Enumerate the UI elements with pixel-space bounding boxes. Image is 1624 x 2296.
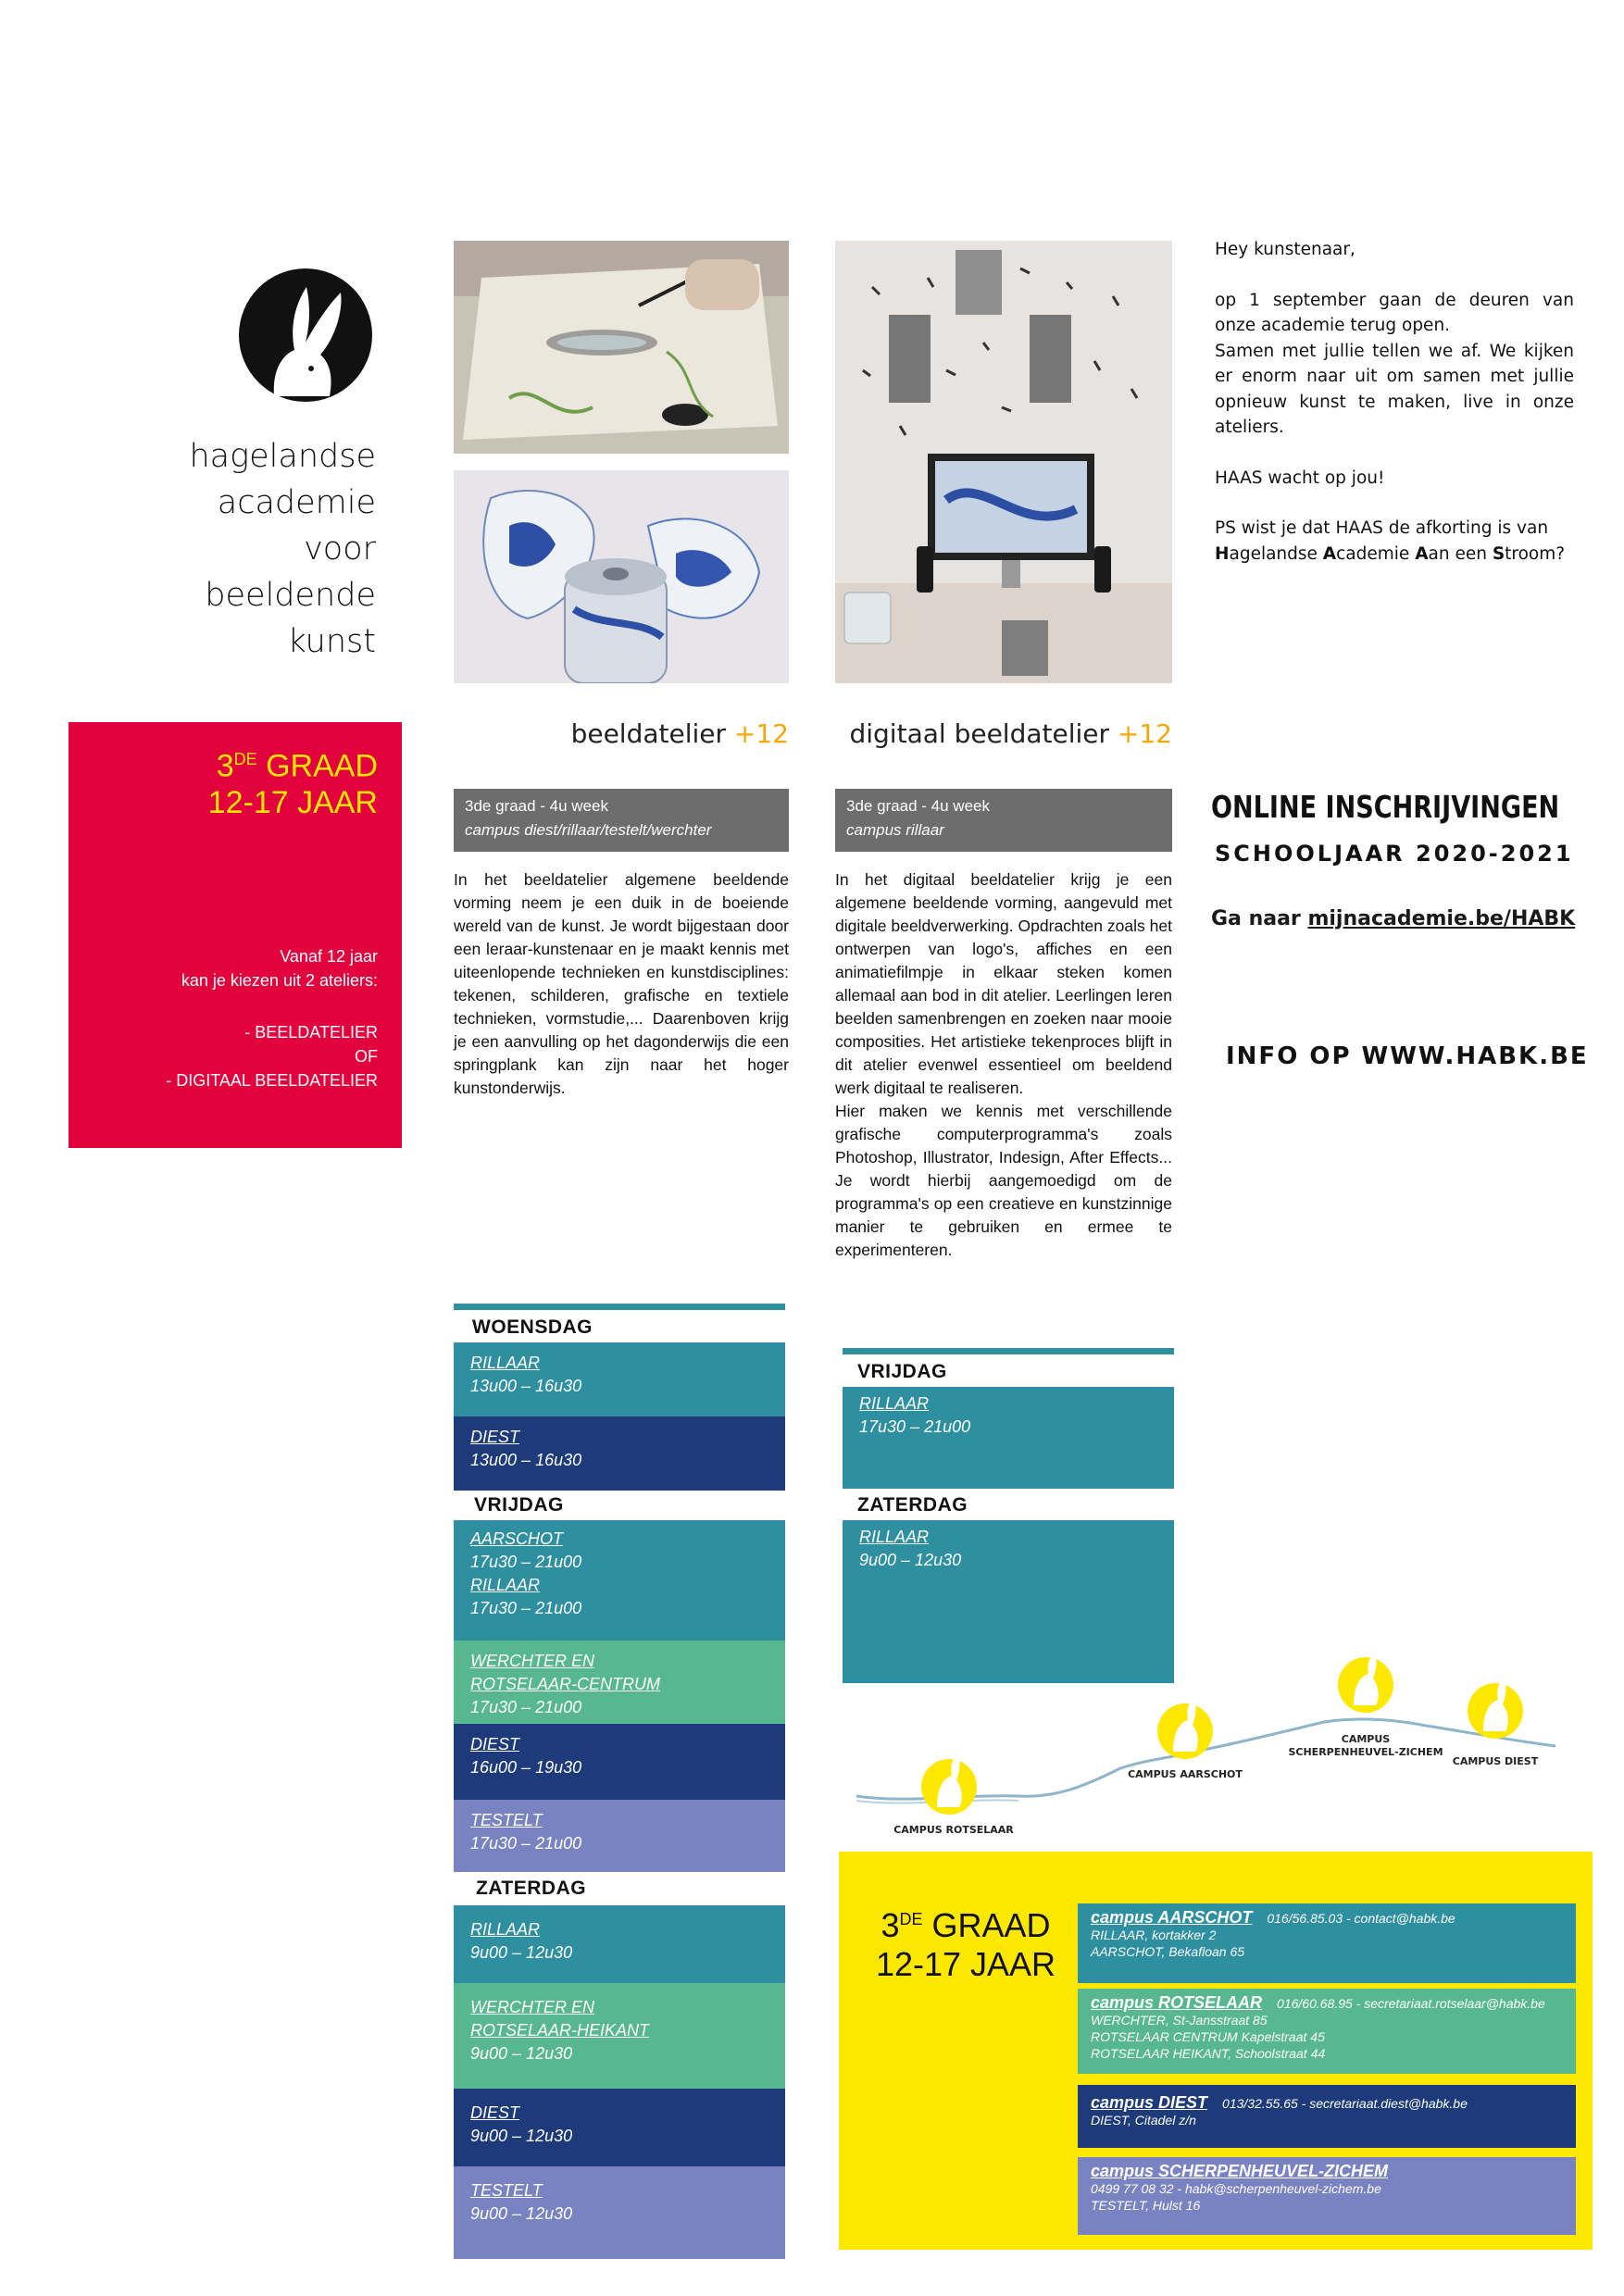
campus-scherpenheuvel-card [1078, 2157, 1576, 2235]
campus-name[interactable]: campus AARSCHOT [1091, 1908, 1253, 1927]
intro-line: Vanaf 12 jaar [280, 947, 378, 966]
campus-address: DIEST, Citadel z/n [1091, 2113, 1196, 2128]
campus-contact: 016/56.85.03 - contact@habk.be [1267, 1911, 1455, 1926]
slot-time: 9u00 – 12u30 [859, 1551, 962, 1569]
grade-options [166, 1020, 378, 1092]
campus-contact: 016/60.68.95 - secretariaat.rotselaar@habk.be [1277, 1996, 1545, 2011]
slot-location: ROTSELAAR-CENTRUM [470, 1675, 661, 1693]
habk-logo [237, 267, 374, 404]
course2-paragraph: In het digitaal beeldatelier krijg je een algemene beeldende vorming, aangevuld met digitale beeldverwerking. Opdrachten zoals het ontwerpen van logo's, affiches en een animatiefilmpje in elkaar steken komen allemaal aan bod in dit atelier. Leerlingen leren beelden samenbrengen en zoeken naar mooie composities. Het artistieke tekenproces blijft in dit atelier evenwel essentieel om beeldend werk digitaal te realiseren. [835, 870, 1172, 1097]
letter-greeting: Hey kunstenaar, [1215, 240, 1355, 259]
rabbit-logo-icon [237, 267, 374, 404]
slot-diest-sat [454, 2089, 785, 2166]
letter-paragraph: HAAS wacht op jou! [1215, 468, 1385, 488]
grade-word: GRAAD [256, 748, 378, 784]
grade-sup: DE [233, 750, 257, 768]
grade-number: 3 [216, 748, 234, 784]
course1-age: +12 [733, 718, 789, 749]
course1-campuses: campus diest/rillaar/testelt/werchter [465, 821, 712, 839]
slot-diest-wed [454, 1416, 785, 1491]
photo-digital-setup [835, 241, 1172, 683]
course1-hours: 3de graad - 4u week [465, 797, 608, 815]
campus-address: AARSCHOT, Bekafloan 65 [1091, 1944, 1245, 1959]
grade-intro [181, 944, 378, 992]
grade-age-range: 12-17 JAAR [875, 1945, 1056, 1983]
map-label-aarschot: CAMPUS AARSCHOT [1128, 1768, 1243, 1780]
slot-diest-fri [454, 1724, 785, 1800]
campus-aarschot-card [1078, 1903, 1576, 1983]
slot-location: DIEST [470, 1735, 520, 1753]
slot-rillaar-wed [454, 1342, 785, 1416]
campus-map [852, 1657, 1574, 1842]
course2-title [835, 718, 1172, 749]
slot-time: 17u30 – 21u00 [470, 1553, 582, 1571]
slot-testelt-sat [454, 2166, 785, 2259]
option-or: OF [355, 1047, 378, 1066]
course2-name: digitaal beeldatelier [849, 718, 1118, 749]
campus-address: ROTSELAAR HEIKANT, Schoolstraat 44 [1091, 2046, 1326, 2061]
welcome-letter [1215, 237, 1574, 567]
slot-time: 13u00 – 16u30 [470, 1451, 582, 1469]
registration-link-line [1211, 907, 1581, 930]
slot-time: 13u00 – 16u30 [470, 1377, 582, 1395]
campus-address: TESTELT, Hulst 16 [1091, 2198, 1201, 2213]
option-digitaal: - DIGITAAL BEELDATELIER [166, 1071, 378, 1090]
slot-time: 9u00 – 12u30 [470, 1943, 573, 1962]
registration-link[interactable]: mijnacademie.be/HABK [1307, 907, 1576, 930]
slot-location: RILLAAR [470, 1354, 541, 1372]
logo-line: beeldende [205, 577, 376, 614]
campus-pin-diest [1468, 1677, 1523, 1739]
goto-label: Ga naar [1211, 907, 1308, 930]
schedule2-top-stripe [843, 1348, 1174, 1354]
slot-location: ROTSELAAR-HEIKANT [470, 2021, 650, 2040]
campus-diest-card [1078, 2085, 1576, 2148]
campus-address: 0499 77 08 32 - habk@scherpenheuvel-zichem.be [1091, 2181, 1381, 2196]
campus-address: RILLAAR, kortakker 2 [1091, 1928, 1217, 1942]
day-vrijdag: VRIJDAG [474, 1494, 564, 1516]
campus-name[interactable]: campus DIEST [1091, 2093, 1208, 2112]
course1-info-bar [454, 789, 789, 852]
slot-location: DIEST [470, 2103, 520, 2122]
slot-location: RILLAAR [859, 1528, 930, 1546]
slot-location: AARSCHOT [470, 1529, 564, 1548]
logo-line: hagelandse [189, 438, 376, 475]
acronym-rest: cademie [1336, 543, 1416, 564]
slot-location: DIEST [470, 1428, 520, 1446]
haas-acronym [1215, 542, 1574, 568]
online-registration-title: ONLINE INSCHRIJVINGEN [1211, 789, 1560, 825]
grade-word: GRAAD [922, 1906, 1051, 1944]
slot-location: RILLAAR [859, 1394, 930, 1413]
map-label-diest: CAMPUS DIEST [1452, 1755, 1539, 1767]
logo-line: academie [217, 484, 376, 521]
campus-pin-aarschot [1157, 1697, 1213, 1759]
course2-age: +12 [1117, 718, 1172, 749]
logo-line: kunst [287, 623, 376, 660]
slot-location: RILLAAR [470, 1920, 541, 1939]
course1-title [454, 718, 789, 749]
map-label-scherpenheuvel-1: CAMPUS [1341, 1733, 1391, 1745]
photo-drawing-table [454, 241, 789, 454]
slot-rillaar-sat [454, 1905, 785, 1983]
grade-number: 3 [881, 1906, 900, 1944]
slot-werchter-sat [454, 1983, 785, 2089]
intro-line: kan je kiezen uit 2 ateliers: [181, 971, 378, 990]
day-vrijdag-digital: VRIJDAG [857, 1361, 947, 1382]
course2-description [835, 868, 1172, 1262]
day-zaterdag: ZATERDAG [476, 1878, 587, 1899]
slot-time: 9u00 – 12u30 [470, 2204, 573, 2223]
slot-time: 17u30 – 21u00 [470, 1834, 582, 1853]
letter-paragraph: PS wist je dat HAAS de afkorting is van [1215, 518, 1549, 538]
acronym-rest: an een [1428, 543, 1493, 564]
slot-werchter-fri [454, 1641, 785, 1724]
letter-paragraph: Samen met jullie tellen we af. We kijken er enorm naar uit om samen met jullie opnieuw kunst te maken, live in onze ateliers. [1215, 341, 1574, 437]
day-zaterdag-digital: ZATERDAG [857, 1494, 968, 1516]
slot-testelt-fri [454, 1800, 785, 1872]
letter-paragraph: op 1 september gaan de deuren van onze academie terug open. [1215, 290, 1574, 335]
campus-address: WERCHTER, St-Jansstraat 85 [1091, 2013, 1268, 2028]
grade-sup: DE [899, 1910, 923, 1928]
slot-location: WERCHTER EN [470, 1652, 594, 1670]
river-map-illustration [852, 1657, 1574, 1842]
option-beeldatelier: - BEELDATELIER [244, 1023, 378, 1042]
slot-time: 9u00 – 12u30 [470, 2044, 573, 2063]
logo-wordmark [111, 433, 376, 665]
acronym-rest: agelandse [1229, 543, 1323, 564]
course1-name: beeldatelier [570, 718, 734, 749]
map-label-scherpenheuvel-2: SCHERPENHEUVEL-ZICHEM [1288, 1746, 1443, 1758]
course2-paragraph: Hier maken we kennis met verschillende grafische computerprogramma's zoals Photoshop, Illustrator, Indesign, After Effects... Je wordt hierbij aangemoedigd om de programma's op een creatieve en kunstzinnige manier te gebruiken en ermee te experimenteren. [835, 1102, 1172, 1259]
grade-title [208, 741, 378, 821]
slot-time: 9u00 – 12u30 [470, 2127, 573, 2145]
day-woensdag: WOENSDAG [472, 1316, 593, 1338]
campus-name[interactable]: campus SCHERPENHEUVEL-ZICHEM [1091, 2162, 1389, 2180]
campus-rotselaar-card [1078, 1989, 1576, 2074]
campus-address: ROTSELAAR CENTRUM Kapelstraat 45 [1091, 2029, 1325, 2044]
acronym-rest: troom? [1505, 543, 1566, 564]
course2-campus: campus rillaar [846, 821, 944, 839]
slot-aarschot-rillaar-fri [454, 1520, 785, 1641]
grade-age-range: 12-17 JAAR [207, 785, 378, 821]
slot-location: TESTELT [470, 2181, 543, 2200]
slot-time: 17u30 – 21u00 [859, 1417, 971, 1436]
slot-time: 17u30 – 21u00 [470, 1698, 582, 1716]
slot-time: 17u30 – 21u00 [470, 1599, 582, 1617]
info-website[interactable]: INFO OP WWW.HABK.BE [1226, 1042, 1589, 1070]
acronym-letter: S [1492, 543, 1505, 564]
campus-pin-rotselaar [921, 1753, 977, 1815]
acronym-letter: A [1415, 543, 1429, 564]
schedule1-top-stripe [454, 1304, 785, 1310]
acronym-letter: H [1215, 543, 1230, 564]
grade-info-box [69, 722, 402, 1148]
campus-contact: 013/32.55.65 - secretariaat.diest@habk.be [1222, 2096, 1468, 2111]
map-label-rotselaar: CAMPUS ROTSELAAR [893, 1824, 1014, 1836]
school-year: SCHOOLJAAR 2020-2021 [1215, 841, 1574, 867]
course2-hours: 3de graad - 4u week [846, 797, 990, 815]
photo-crushed-cans [454, 470, 789, 683]
slot-location: RILLAAR [470, 1576, 541, 1594]
slot-location: TESTELT [470, 1811, 543, 1829]
campus-name[interactable]: campus ROTSELAAR [1091, 1993, 1263, 2012]
slot-rillaar-fri-digital [843, 1387, 1174, 1489]
logo-line: voor [304, 530, 376, 568]
course2-info-bar [835, 789, 1172, 852]
course1-description: In het beeldatelier algemene beeldende vorming neem je een duik in de boeiende wereld van de kunst. Je wordt bijgestaan door een leraar-kunstenaar en je maakt kennis met uiteenlopende technieken en kunstdisciplines: tekenen, schilderen, grafische en textiele technieken, vormstudie,... Daarenboven krijg je een aanvulling op het dagonderwijs die een springplank kan zijn naar het hoger kunstonderwijs. [454, 870, 789, 1097]
slot-time: 16u00 – 19u30 [470, 1758, 582, 1777]
acronym-letter: A [1322, 543, 1337, 564]
campus-pin-scherpenheuvel [1338, 1657, 1393, 1713]
campus-grade-title [868, 1900, 1063, 1984]
slot-location: WERCHTER EN [470, 1998, 594, 2016]
